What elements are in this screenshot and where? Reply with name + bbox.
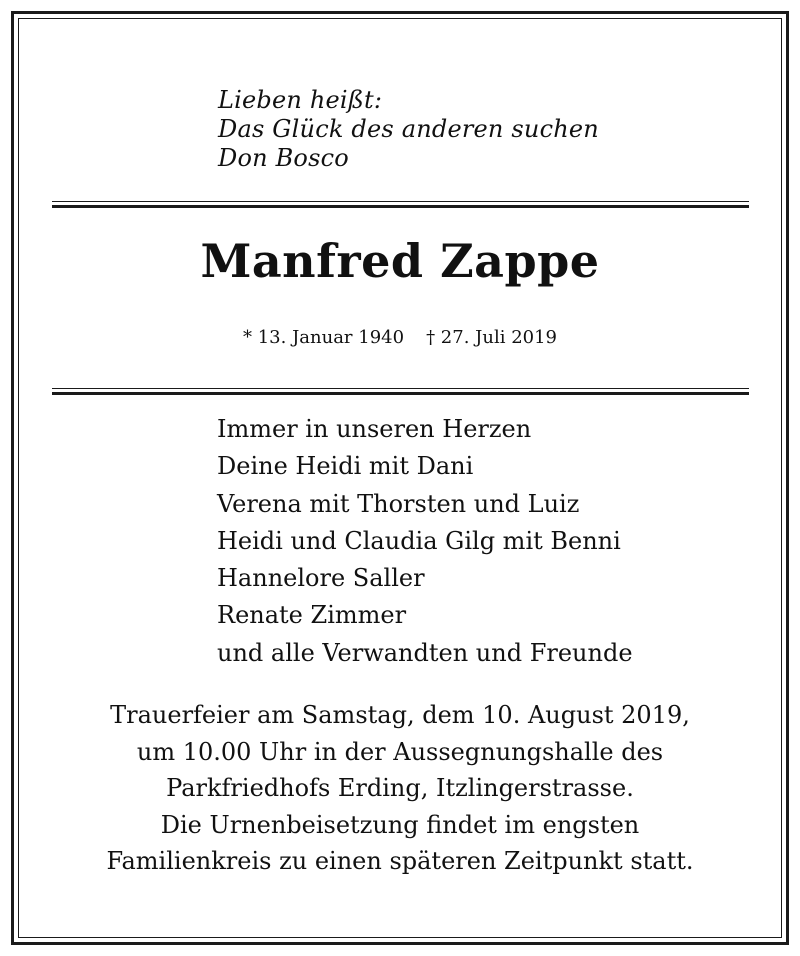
notice-line: um 10.00 Uhr in der Aussegnungshalle des — [136, 737, 664, 766]
mourners-line: Heidi und Claudia Gilg mit Benni — [217, 526, 621, 555]
quote-line: Das Glück des anderen suchen — [218, 115, 599, 143]
notice-line: Die Urnenbeisetzung findet im engsten — [160, 810, 640, 839]
quote-block — [218, 86, 599, 173]
mourners-list — [217, 411, 633, 672]
funeral-notice — [0, 697, 800, 880]
divider-bottom — [52, 388, 749, 395]
mourners-line: Renate Zimmer — [217, 601, 407, 630]
notice-line: Familienkreis zu einen späteren Zeitpunkt statt. — [106, 847, 694, 875]
mourners-line: und alle Verwandten und Freunde — [217, 638, 633, 667]
death-date: † 27. Juli 2019 — [426, 327, 557, 348]
quote-line: Lieben heißt: — [218, 86, 383, 114]
mourners-line: Verena mit Thorsten und Luiz — [217, 489, 580, 518]
birth-date: * 13. Januar 1940 — [243, 327, 405, 348]
notice-line: Parkfriedhofs Erding, Itzlingerstrasse. — [166, 774, 634, 802]
mourners-line: Deine Heidi mit Dani — [217, 452, 474, 481]
quote-author: Don Bosco — [218, 144, 349, 172]
deceased-name: Manfred Zappe — [200, 234, 600, 288]
notice-line: Trauerfeier am Samstag, dem 10. August 2019, — [110, 701, 690, 729]
mourners-line: Hannelore Saller — [217, 564, 425, 593]
mourners-line: Immer in unseren Herzen — [217, 415, 532, 443]
life-dates — [0, 327, 800, 348]
divider-top — [52, 201, 749, 208]
